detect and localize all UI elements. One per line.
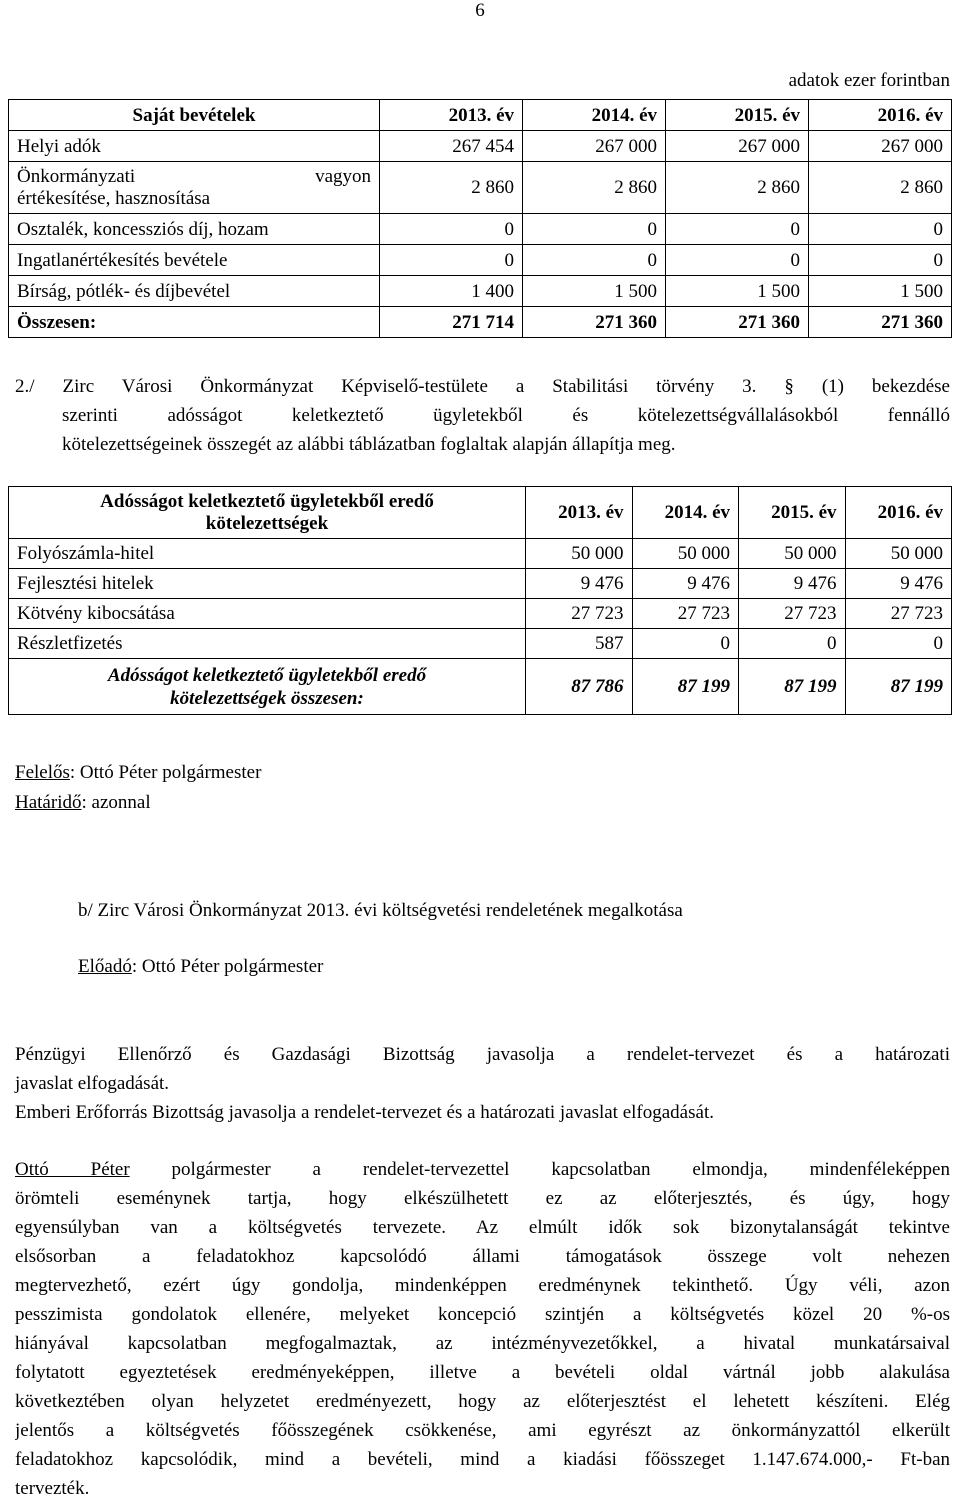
table-cell: 2 860	[523, 162, 666, 214]
table-cell: 267 000	[523, 131, 666, 162]
responsibility-block	[15, 758, 261, 818]
table-cell: 50 000	[526, 539, 633, 569]
table-header-row	[9, 487, 952, 539]
paragraph-line: tervezték.	[15, 1478, 90, 1499]
paragraph-line-text: 2./ Zirc Városi Önkormányzat Képviselő-testülete a Stabilitási törvény 3. § (1) bekezdése	[15, 376, 950, 397]
responsible-label: Felelős	[15, 762, 70, 783]
row-label: Helyi adók	[9, 131, 380, 162]
table-cell: 2 860	[380, 162, 523, 214]
paragraph-line-text: feladatokhoz kapcsolódik, mind a bevételi, mind a kiadási főösszeget 1.147.674.000,- Ft-ban	[15, 1449, 950, 1470]
table-cell: 267 454	[380, 131, 523, 162]
paragraph-line-text: örömteli eseménynek tartja, hogy elkészülhetett ez az előterjesztés, és úgy, hogy	[15, 1188, 950, 1209]
table-row	[9, 162, 952, 214]
row-label: Ingatlanértékesítés bevétele	[9, 245, 380, 276]
row-label: Osztalék, koncessziós díj, hozam	[9, 214, 380, 245]
paragraph-line	[15, 1213, 950, 1242]
paragraph-line-text: pesszimista gondolatok ellenére, melyeket koncepció szintjén a költségvetés közel 20 %-os	[15, 1304, 950, 1325]
paragraph-line	[15, 401, 950, 430]
responsible-value: : Ottó Péter polgármester	[69, 762, 262, 783]
presenter-value: : Ottó Péter polgármester	[131, 956, 324, 977]
total-cell: 87 199	[739, 659, 846, 715]
table-header-cell: 2013. év	[526, 487, 633, 539]
deadline-label: Határidő	[15, 792, 82, 813]
stability-law-paragraph	[15, 372, 950, 459]
deadline-line	[15, 788, 261, 818]
table-cell: 9 476	[739, 569, 846, 599]
responsible-line	[15, 758, 261, 788]
table-cell: 9 476	[526, 569, 633, 599]
total-cell: 87 199	[845, 659, 952, 715]
presenter-label: Előadó	[78, 956, 132, 977]
total-cell: 271 360	[523, 307, 666, 338]
table-header-row	[9, 100, 952, 131]
table-header-cell: Saját bevételek	[9, 100, 380, 131]
table-row	[9, 569, 952, 599]
total-label-line: kötelezettségek összesen:	[170, 687, 364, 709]
table-cell: 27 723	[739, 599, 846, 629]
row-label: Részletfizetés	[9, 629, 526, 659]
row-label: Bírság, pótlék- és díjbevétel	[9, 276, 380, 307]
table-row	[9, 629, 952, 659]
table-row	[9, 276, 952, 307]
table-row	[9, 599, 952, 629]
table-cell: 50 000	[632, 539, 739, 569]
table-cell: 0	[380, 245, 523, 276]
table-total-row	[9, 307, 952, 338]
presenter-line	[78, 956, 323, 978]
table-total-row	[9, 659, 952, 715]
debt-obligations-table	[8, 486, 952, 715]
table-header-cell: 2015. év	[739, 487, 846, 539]
table-cell: 1 400	[380, 276, 523, 307]
table-cell: 2 860	[666, 162, 809, 214]
total-label: Összesen:	[9, 307, 380, 338]
paragraph-line-text: következtében olyan helyzetet eredményezett, hogy az előterjesztést el lehetett készíteni. Elég	[15, 1391, 950, 1412]
own-revenue-table	[8, 99, 952, 338]
total-cell: 271 360	[666, 307, 809, 338]
table-cell: 1 500	[666, 276, 809, 307]
table-cell: 27 723	[526, 599, 633, 629]
table-header-cell: 2016. év	[809, 100, 952, 131]
row-label-part: Önkormányzati	[17, 165, 136, 187]
paragraph-line	[15, 1358, 950, 1387]
table-row	[9, 245, 952, 276]
table-cell: 0	[666, 214, 809, 245]
paragraph-line-text: hiányával kapcsolatban megfogalmaztak, az intézményvezetőkkel, a hivatal munkatársaival	[15, 1333, 950, 1354]
total-label-line: Adósságot keletkeztető ügyletekből eredő	[107, 664, 427, 686]
table-cell: 1 500	[523, 276, 666, 307]
total-cell: 87 199	[632, 659, 739, 715]
table-cell: 2 860	[809, 162, 952, 214]
table-cell: 0	[739, 629, 846, 659]
table-cell: 50 000	[845, 539, 952, 569]
table-cell: 0	[809, 245, 952, 276]
table-cell: 0	[666, 245, 809, 276]
paragraph-line	[15, 1329, 950, 1358]
paragraph-line-text: egyensúlyban van a költségvetés tervezete. Az elmúlt idők sok bizonytalanságát tekintve	[15, 1217, 950, 1238]
table-cell: 1 500	[809, 276, 952, 307]
row-label-part: vagyon	[315, 165, 371, 187]
paragraph-line	[15, 1242, 950, 1271]
total-cell: 87 786	[526, 659, 633, 715]
paragraph-line: Emberi Erőforrás Bizottság javasolja a rendelet-tervezet és a határozati javaslat elfogadását.	[15, 1102, 714, 1123]
table-cell: 0	[845, 629, 952, 659]
paragraph-line-text: kötelezettségeinek összegét az alábbi táblázatban foglaltak alapján állapítja meg.	[62, 434, 676, 455]
table-cell: 0	[523, 214, 666, 245]
paragraph-line	[15, 1300, 950, 1329]
row-label: Folyószámla-hitel	[9, 539, 526, 569]
paragraph-line	[15, 372, 950, 401]
total-cell: 271 360	[809, 307, 952, 338]
table-row	[9, 131, 952, 162]
paragraph-line-text: megtervezhető, ezért úgy gondolja, mindenképpen eredménynek tekinthető. Úgy véli, azon	[15, 1275, 950, 1296]
paragraph-line: javaslat elfogadását.	[15, 1073, 170, 1094]
paragraph-line-text: folytatott egyeztetések eredményeképpen, illetve a bevételi oldal vártnál jobb alakulása	[15, 1362, 950, 1383]
paragraph-line-text: polgármester a rendelet-tervezettel kapcsolatban elmondja, mindenféleképpen	[129, 1159, 950, 1180]
table-cell: 9 476	[845, 569, 952, 599]
deadline-value: : azonnal	[81, 792, 151, 813]
table-cell: 27 723	[845, 599, 952, 629]
row-label	[9, 162, 380, 214]
table-cell: 0	[809, 214, 952, 245]
table-cell: 267 000	[809, 131, 952, 162]
paragraph-line	[15, 1387, 950, 1416]
paragraph-line	[15, 430, 950, 459]
table-header-cell	[9, 487, 526, 539]
table-cell: 267 000	[666, 131, 809, 162]
table-header-cell: 2015. év	[666, 100, 809, 131]
row-label: Kötvény kibocsátása	[9, 599, 526, 629]
table-cell: 9 476	[632, 569, 739, 599]
section-b-heading: b/ Zirc Városi Önkormányzat 2013. évi költségvetési rendeletének megalkotása	[78, 900, 683, 921]
paragraph-line	[15, 1155, 950, 1184]
paragraph-line	[15, 1040, 950, 1069]
paragraph-line	[15, 1271, 950, 1300]
table-cell: 0	[523, 245, 666, 276]
header-line: Adósságot keletkeztető ügyletekből eredő	[100, 490, 434, 512]
page-number: 6	[475, 0, 485, 21]
paragraph-line-text: Pénzügyi Ellenőrző és Gazdasági Bizottság javasolja a rendelet-tervezet és a határozati	[15, 1044, 950, 1065]
table-header-cell: 2013. év	[380, 100, 523, 131]
table-cell: 27 723	[632, 599, 739, 629]
paragraph-line	[15, 1445, 950, 1474]
paragraph-line	[15, 1184, 950, 1213]
row-label: Fejlesztési hitelek	[9, 569, 526, 599]
mayor-statement-paragraph	[15, 1155, 950, 1503]
table-cell: 0	[632, 629, 739, 659]
table-header-cell: 2014. év	[632, 487, 739, 539]
row-label-part: értékesítése, hasznosítása	[17, 187, 211, 209]
committee-paragraph	[15, 1040, 950, 1127]
table-cell: 0	[380, 214, 523, 245]
total-label	[9, 659, 526, 715]
speaker-name: Ottó Péter	[15, 1159, 130, 1180]
table-header-cell: 2014. év	[523, 100, 666, 131]
paragraph-line-text	[15, 1159, 950, 1184]
total-cell: 271 714	[380, 307, 523, 338]
table-cell: 587	[526, 629, 633, 659]
table-row	[9, 214, 952, 245]
header-line: kötelezettségek	[205, 512, 329, 534]
table-header-cell: 2016. év	[845, 487, 952, 539]
paragraph-line	[15, 1416, 950, 1445]
unit-note: adatok ezer forintban	[788, 70, 950, 91]
paragraph-line-text: szerinti adósságot keletkeztető ügyletekből és kötelezettségvállalásokból fennálló	[62, 405, 950, 426]
paragraph-line-text: elsősorban a feladatokhoz kapcsolódó állami támogatások összege volt nehezen	[15, 1246, 950, 1267]
paragraph-line-text: jelentős a költségvetés főösszegének csökkenése, ami egyrészt az önkormányzattól elkerült	[15, 1420, 950, 1441]
table-cell: 50 000	[739, 539, 846, 569]
table-row	[9, 539, 952, 569]
